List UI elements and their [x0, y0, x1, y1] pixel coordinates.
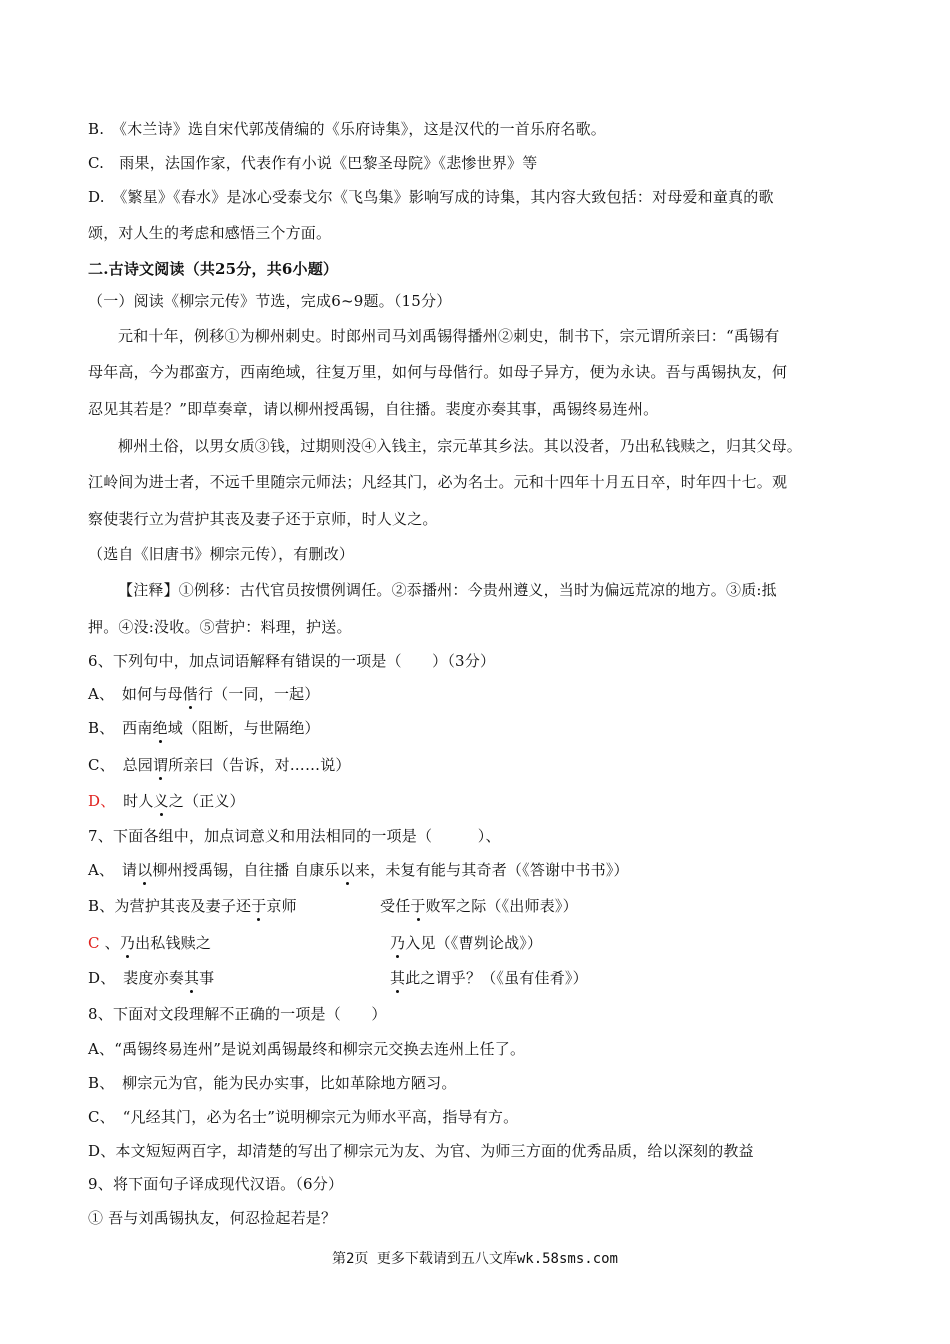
q8-option-d: D、本文短短两百字，却清楚的写出了柳宗元为友、为官、为师三方面的优秀品质，给以深刻的教益 — [88, 1142, 754, 1160]
q9-item-1: ① 吾与刘禹锡执友，何忍捡起若是？ — [88, 1209, 337, 1227]
section-heading: 二.古诗文阅读（共25分，共6小题） — [88, 260, 339, 278]
q7-option-b-compare: 受任于败军之际（《出师表》） — [380, 897, 578, 915]
option-b: B. 《木兰诗》选自宋代郭茂倩编的《乐府诗集》，这是汉代的一首乐府名歌。 — [88, 120, 606, 138]
q7-option-d-compare: 其此之谓乎？（《虽有佳肴》） — [390, 969, 588, 987]
q7-option-c-compare: 乃入见（《曹刿论战》） — [390, 934, 543, 952]
q6-option-d: D、 时人义之（正义） — [88, 792, 245, 810]
q8-option-a: A、“禹锡终易连州”是说刘禹锡最终和柳宗元交换去连州上任了。 — [88, 1040, 526, 1058]
notes-line2: 押。④没:没收。⑤营护：料理，护送。 — [88, 618, 352, 636]
q7-option-b: B、为营护其丧及妻子还于京师 — [88, 897, 297, 915]
q6-option-a: A、 如何与母偕行（一同，一起） — [88, 685, 320, 703]
passage-intro: （一）阅读《柳宗元传》节选，完成6~9题。（15分） — [88, 292, 452, 310]
option-c: C. 雨果，法国作家，代表作有小说《巴黎圣母院》《悲惨世界》等 — [88, 154, 538, 172]
q9-stem: 9、将下面句子译成现代汉语。（6分） — [88, 1175, 344, 1193]
q8-option-c: C、 “凡经其门，必为名士”说明柳宗元为师水平高，指导有方。 — [88, 1108, 519, 1126]
answer-label: C — [88, 934, 100, 952]
q7-option-a: A、 请以柳州授禹锡，自往播 自康乐以来，未复有能与其奇者（《答谢中书书》） — [88, 861, 629, 879]
passage-p2-line2: 江岭间为进士者，不远千里随宗元师法；凡经其门，必为名士。元和十四年十月五日卒，时年四十七。观 — [88, 473, 788, 491]
q8-option-b: B、 柳宗元为官，能为民办实事，比如革除地方陋习。 — [88, 1074, 457, 1092]
passage-p1-line1: 元和十年，例移①为柳州刺史。时郎州司马刘禹锡得播州②刺史，制书下，宗元谓所亲曰：“禹锡有 — [118, 327, 780, 345]
page-footer: 第2页 更多下载请到五八文库wk.58sms.com — [331, 1251, 618, 1267]
answer-label: D、 — [88, 792, 108, 810]
passage-source: （选自《旧唐书》柳宗元传），有删改） — [88, 545, 355, 563]
passage-p2-line1: 柳州土俗，以男女质③钱，过期则没④入钱主，宗元革其乡法。其以没者，乃出私钱赎之，归其父母。 — [118, 437, 803, 455]
option-d-line1: D. 《繁星》《春水》是冰心受泰戈尔《飞鸟集》影响写成的诗集，其内容大致包括：对母爱和童真的歌 — [88, 188, 774, 206]
q6-stem: 6、下列句中，加点词语解释有错误的一项是（ ）（3分） — [88, 652, 496, 670]
q8-stem: 8、下面对文段理解不正确的一项是（ ） — [88, 1005, 387, 1023]
passage-p2-line3: 察使裴行立为营护其丧及妻子还于京师，时人义之。 — [88, 510, 438, 528]
q6-option-c: C、 总园谓所亲曰（告诉，对……说） — [88, 756, 351, 774]
q6-option-b: B、 西南绝域（阻断，与世隔绝） — [88, 719, 320, 737]
q7-option-c: C 、乃出私钱赎之 — [88, 934, 212, 952]
passage-p1-line3: 忍见其若是？”即草奏章，请以柳州授禹锡，自往播。裴度亦奏其事，禹锡终易连州。 — [88, 400, 659, 418]
option-d-line2: 颂，对人生的考虑和感悟三个方面。 — [88, 224, 332, 242]
notes-line1: 【注释】①例移：古代官员按惯例调任。②忝播州：今贵州遵义，当时为偏远荒凉的地方。③质:抵 — [118, 581, 777, 599]
q7-option-d: D、 裴度亦奏其事 — [88, 969, 215, 987]
passage-p1-line2: 母年高，今为郡蛮方，西南绝域，往复万里，如何与母偕行。如母子异方，便为永诀。吾与禹锡执友，何 — [88, 363, 788, 381]
q7-stem: 7、下面各组中，加点词意义和用法相同的一项是（ ）、 — [88, 827, 501, 845]
